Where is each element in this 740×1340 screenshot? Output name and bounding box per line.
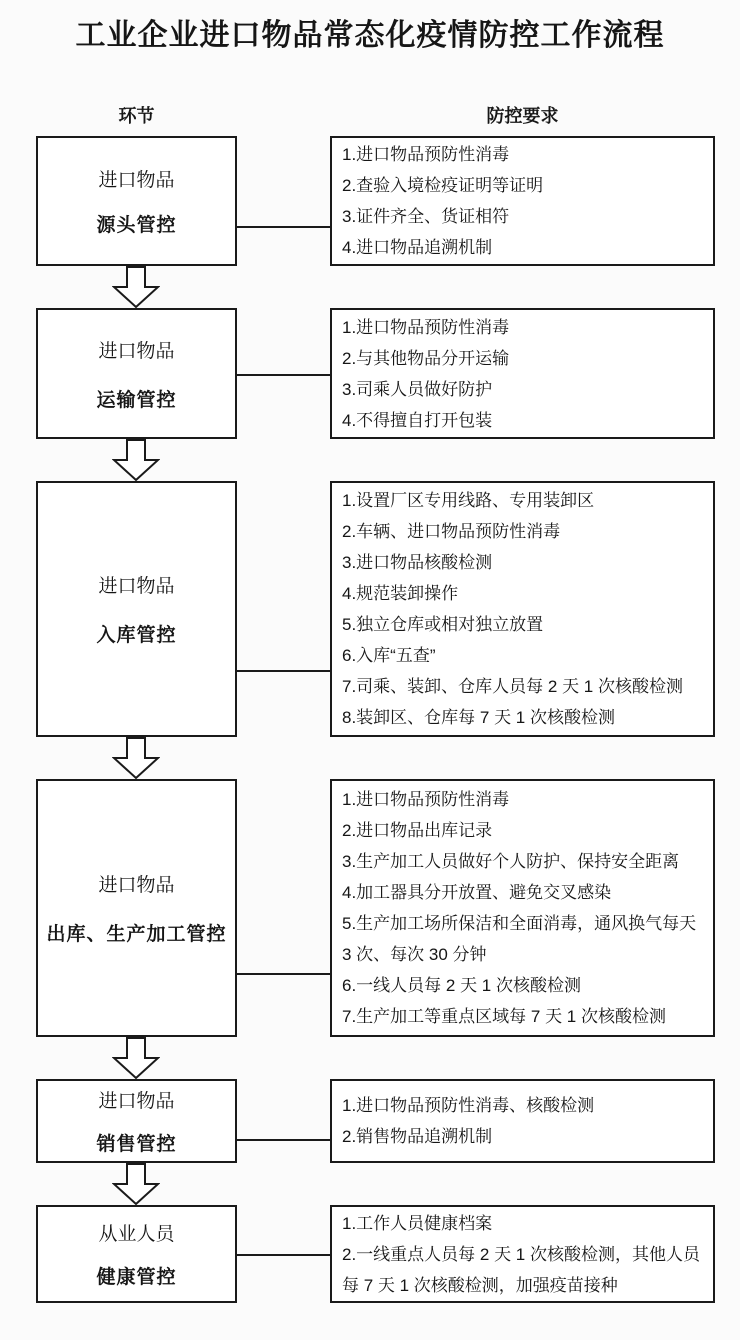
down-arrow-icon [112,266,160,308]
requirements-box [330,1205,715,1303]
connector [237,779,330,1037]
stage-row [0,308,740,439]
requirement-item: 1.进口物品预防性消毒 [342,317,510,337]
requirement-item: 6.一线人员每 2 天 1 次核酸检测 [342,976,581,995]
requirements-list [342,784,707,1032]
requirements-box [330,1079,715,1163]
stage-subject-label: 从业人员 [98,1224,175,1245]
requirement-item: 2.销售物品追溯机制 [342,1127,493,1146]
connector [237,481,330,737]
requirement-item: 3.生产加工人员做好个人防护、保持安全距离 [342,852,680,871]
stage-subject-label: 进口物品 [98,576,175,597]
connector-line [235,670,332,672]
down-arrow-icon [112,737,160,779]
stage-box [36,779,237,1037]
requirement-item: 2.一线重点人员每 2 天 1 次核酸检测，其他人员每 7 天 1 次核酸检测，加强疫苗接种 [342,1244,700,1295]
requirement-item: 1.进口物品预防性消毒 [342,145,510,164]
flowchart-body [0,136,740,1303]
stage-row [0,779,740,1037]
stage-box [36,481,237,737]
stage-box [36,1079,237,1163]
requirement-item: 8.装卸区、仓库每 7 天 1 次核酸检测 [342,708,615,727]
stage-box [36,1205,237,1303]
stage-row [0,481,740,737]
requirement-item: 4.加工器具分开放置、避免交叉感染 [342,883,612,902]
connector [237,1079,330,1163]
requirement-item: 6.入库“五查” [342,646,436,665]
requirements-box [330,136,715,266]
column-header-steps: 环节 [118,106,155,126]
down-arrow-icon [112,439,160,481]
column-headers [0,104,740,128]
requirement-item: 3.进口物品核酸检测 [342,553,493,572]
stage-row [0,1205,740,1303]
requirement-item: 2.车辆、进口物品预防性消毒 [342,522,561,541]
requirement-item: 2.与其他物品分开运输 [342,348,510,368]
requirement-item: 5.独立仓库或相对独立放置 [342,615,544,634]
flow-arrow-row [0,1163,740,1205]
stage-control-label: 入库管控 [96,625,177,646]
requirement-item: 1.工作人员健康档案 [342,1213,493,1233]
stage-control-label: 健康管控 [96,1267,177,1288]
requirements-list [342,312,707,436]
down-arrow-icon [112,1037,160,1079]
connector-line [235,226,332,228]
connector-line [235,1254,332,1256]
requirements-list [342,485,707,733]
flow-arrow-row [0,266,740,308]
requirement-item: 2.进口物品出库记录 [342,821,493,840]
down-arrow-icon [112,1163,160,1205]
stage-control-label: 源头管控 [96,215,177,236]
requirement-item: 1.设置厂区专用线路、专用装卸区 [342,491,595,510]
stage-box [36,308,237,439]
stage-control-label: 出库、生产加工管控 [46,924,227,945]
connector [237,1205,330,1303]
flow-arrow-row [0,439,740,481]
connector [237,136,330,266]
stage-control-label: 销售管控 [96,1134,177,1155]
column-header-requirements: 防控要求 [486,106,559,126]
stage-subject-label: 进口物品 [98,340,175,362]
requirement-item: 1.进口物品预防性消毒 [342,790,510,809]
requirement-item: 4.规范装卸操作 [342,584,459,603]
requirements-box [330,779,715,1037]
requirement-item: 7.生产加工等重点区域每 7 天 1 次核酸检测 [342,1007,666,1026]
requirement-item: 3.证件齐全、货证相符 [342,207,510,226]
requirements-list [342,139,707,263]
stage-row [0,1079,740,1163]
flow-arrow-row [0,1037,740,1079]
stage-subject-label: 进口物品 [98,1091,175,1112]
requirement-item: 4.进口物品追溯机制 [342,238,493,257]
stage-subject-label: 进口物品 [98,170,175,191]
page-title: 工业企业进口物品常态化疫情防控工作流程 [75,19,665,52]
connector-line [235,374,332,376]
requirement-item: 7.司乘、装卸、仓库人员每 2 天 1 次核酸检测 [342,677,683,696]
stage-subject-label: 进口物品 [98,875,175,896]
requirement-item: 1.进口物品预防性消毒、核酸检测 [342,1096,595,1115]
requirements-list [342,1208,707,1301]
requirements-box [330,308,715,439]
flow-arrow-row [0,737,740,779]
stage-row [0,136,740,266]
requirement-item: 3.司乘人员做好防护 [342,379,493,399]
requirements-box [330,481,715,737]
connector [237,308,330,439]
stage-control-label: 运输管控 [96,389,177,411]
requirement-item: 5.生产加工场所保洁和全面消毒，通风换气每天 3 次、每次 30 分钟 [342,914,697,964]
connector-line [235,1139,332,1141]
requirement-item: 2.查验入境检疫证明等证明 [342,176,544,195]
stage-box [36,136,237,266]
connector-line [235,973,332,975]
requirements-list [342,1090,707,1152]
requirement-item: 4.不得擅自打开包装 [342,410,493,430]
